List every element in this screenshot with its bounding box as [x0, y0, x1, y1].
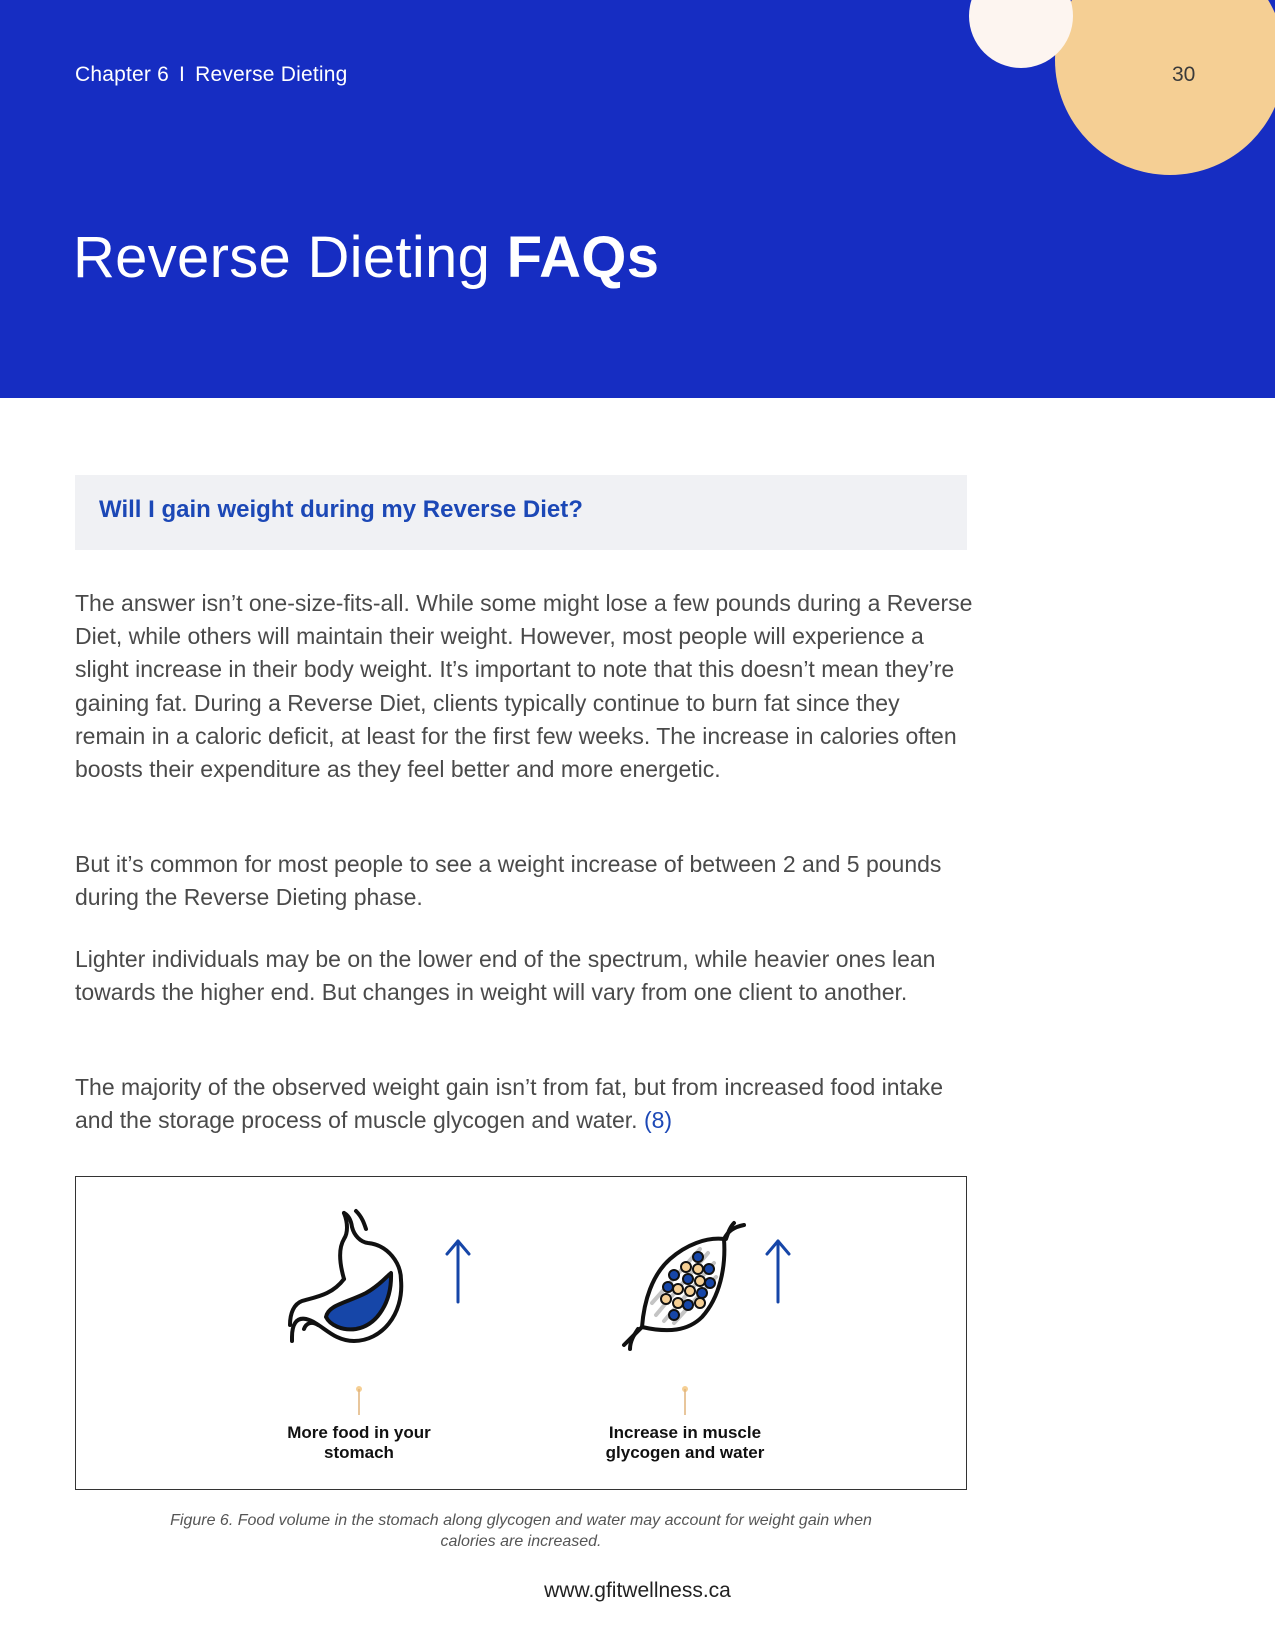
muscle-icon [616, 1217, 756, 1357]
arrow-up-icon [763, 1237, 793, 1307]
stomach-icon [286, 1205, 446, 1365]
question-box [75, 475, 967, 550]
figure-label-stomach [239, 1423, 479, 1463]
reference-link[interactable]: (8) [643, 1107, 673, 1134]
title-bold: FAQs [506, 225, 660, 290]
figure-box [75, 1176, 967, 1490]
paragraph-3: Lighter individuals may be on the lower end of the spectrum, while heavier ones lean towards the higher end. But changes in weight will vary from one client to another. [75, 946, 936, 1006]
figure-label-muscle-line2: glycogen and water [605, 1443, 765, 1462]
chapter-breadcrumb [75, 63, 347, 87]
figure-caption-line2: calories are increased. [440, 1533, 602, 1550]
page-number: 30 [1172, 63, 1196, 86]
paragraph-4-text: The majority of the observed weight gain isn’t from fat, but from increased food intake and the storage process of muscle glycogen and water. [75, 1074, 944, 1134]
title-regular: Reverse Dieting [73, 225, 491, 290]
figure-caption [75, 1510, 967, 1552]
arrow-up-icon [443, 1237, 473, 1307]
figure-label-stomach-line1: More food in your [287, 1423, 431, 1442]
figure-label-stomach-line2: stomach [324, 1443, 394, 1462]
header-band [0, 0, 1275, 398]
pin-icon [354, 1385, 364, 1417]
pin-icon [680, 1385, 690, 1417]
paragraph-4 [75, 1071, 975, 1137]
decorative-circle-peach [1055, 0, 1275, 175]
chapter-label: Chapter 6 [75, 63, 170, 86]
footer-url[interactable]: www.gfitwellness.ca [544, 1579, 731, 1602]
figure-label-muscle-line1: Increase in muscle [608, 1423, 762, 1442]
question-heading: Will I gain weight during my Reverse Diet? [99, 496, 583, 523]
figure-caption-line1: Figure 6. Food volume in the stomach along glycogen and water may account for weight gain when [170, 1512, 872, 1529]
figure-label-muscle [565, 1423, 805, 1463]
page-title [73, 224, 659, 291]
breadcrumb-separator: I [179, 63, 186, 86]
paragraph-1: The answer isn’t one-size-fits-all. While some might lose a few pounds during a Reverse Diet, while others will maintain their weight. However, most people will experience a slight increase in their body weight. It’s important to note that this doesn’t mean they’re gaining fat. During a Reverse Diet, clients typically continue to burn fat since they remain in a caloric deficit, at least for the first few weeks. The increase in calories often boosts their expenditure as they feel better and more energetic. [75, 590, 973, 783]
section-label: Reverse Dieting [195, 63, 348, 86]
paragraph-2: But it’s common for most people to see a weight increase of between 2 and 5 pounds during the Reverse Dieting phase. [75, 851, 942, 911]
